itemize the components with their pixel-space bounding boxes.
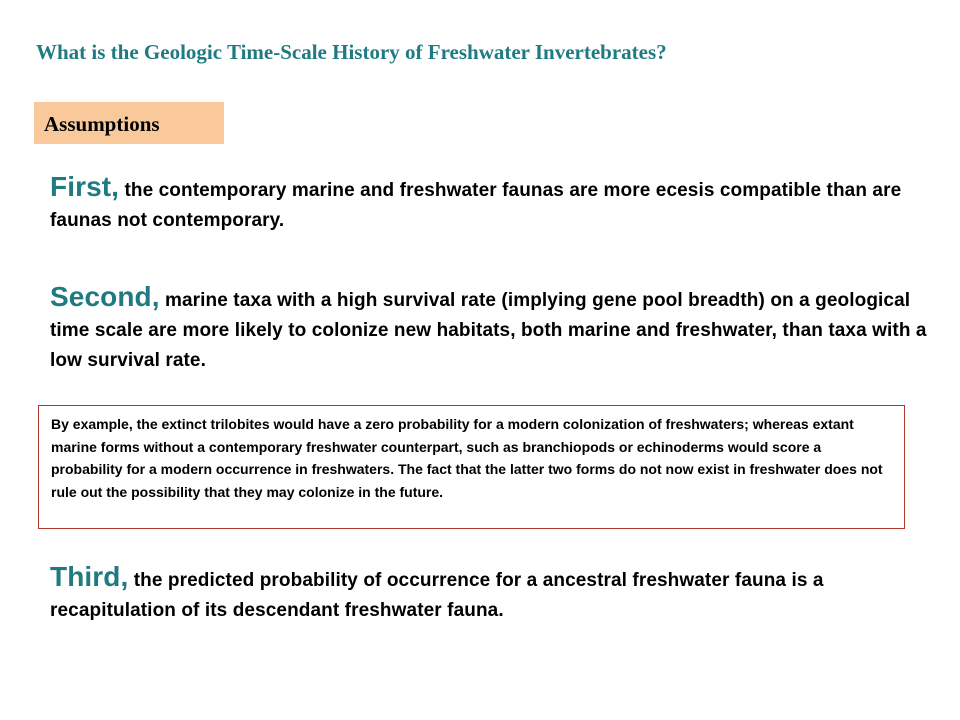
assumption-first-text: the contemporary marine and freshwater faunas are more ecesis compatible than are faunas not contemporary. [50,180,902,231]
assumption-third-lead: Third, [50,561,129,592]
assumption-third-text: the predicted probability of occurrence for a ancestral freshwater fauna is a recapitulation of its descendant freshwater fauna. [50,570,824,621]
assumption-second-text: marine taxa with a high survival rate (implying gene pool breadth) on a geological time scale are more likely to colonize new habitats, both marine and freshwater, than taxa with a low survival rate. [50,290,927,371]
assumption-first-lead: First, [50,171,120,202]
assumption-second [50,282,930,376]
assumptions-tag [34,102,224,144]
assumption-third [50,562,930,626]
example-box [38,405,905,529]
assumption-first [50,172,930,236]
page-title: What is the Geologic Time-Scale History of Freshwater Invertebrates? [36,40,667,64]
example-box-text: By example, the extinct trilobites would have a zero probability for a modern colonization of freshwaters; whereas extant marine forms without a contemporary freshwater counterpart, such as branchiopods or echinoderms would score a probability for a modern occurrence in freshwaters. The fact that the latter two forms do not now exist in freshwater does not rule out the possibility that they may colonize in the future. [51,416,883,500]
assumptions-tag-label: Assumptions [44,112,160,136]
assumption-second-lead: Second, [50,281,160,312]
